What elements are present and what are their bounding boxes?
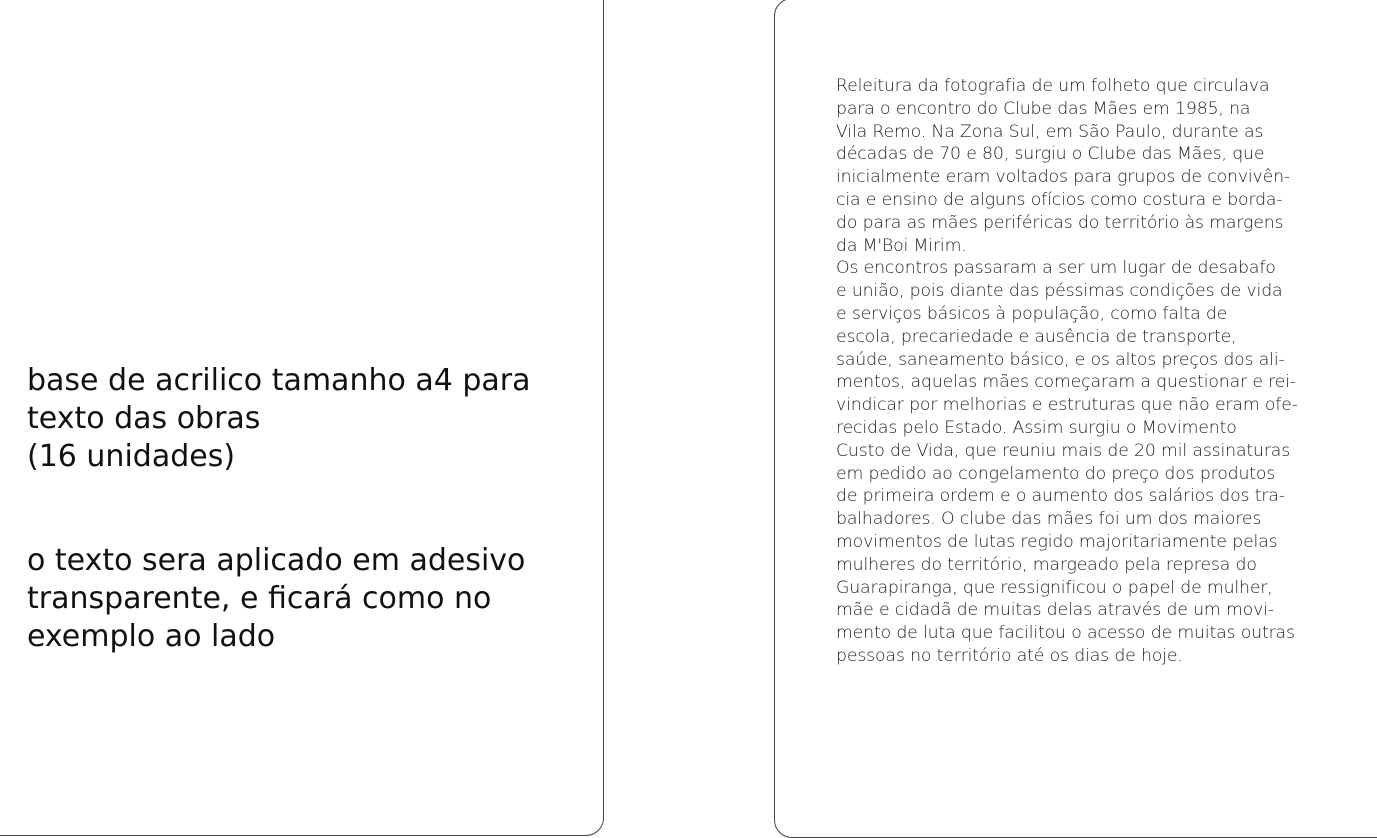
base-description-line: (16 unidades) [27,439,236,474]
adhesive-description [27,542,587,656]
body-text-line: para o encontro do Clube das Mães em 1985, na [836,98,1251,119]
body-text-line: vindicar por melhorias e estruturas que não eram ofe- [836,395,1298,416]
body-text-line: e união, pois diante das péssimas condições de vida [836,281,1283,302]
body-text-line: inicialmente eram voltados para grupos de convivên- [836,167,1290,188]
body-text-line: e serviços básicos à população, como falta de [836,303,1228,324]
body-text-line: do para as mães periféricas do território às margens [836,212,1284,233]
body-text-line: Os encontros passaram a ser um lugar de desabafo [836,258,1276,279]
base-description-line: base de acrilico tamanho a4 para [27,363,531,398]
body-text-line: cia e ensino de alguns ofícios como costura e borda- [836,189,1283,210]
body-text-line: Vila Remo. Na Zona Sul, em São Paulo, durante as [836,121,1264,142]
base-description-line: texto das obras [27,401,261,436]
adhesive-description-line: exemplo ao lado [27,619,276,654]
body-text-line: Guarapiranga, que ressignificou o papel de mulher, [836,577,1273,598]
body-text-line: Releitura da fotografia de um folheto que circulava [836,76,1270,96]
body-text-line: mãe e cidadã de muitas delas através de um movi- [836,600,1274,621]
body-text-line: recidas pelo Estado. Assim surgiu o Movimento [836,417,1237,438]
body-text-line: décadas de 70 e 80, surgiu o Clube das Mães, que [836,144,1265,165]
adhesive-description-line: transparente, e ficará como no [27,581,492,616]
body-text-line: pessoas no território até os dias de hoje. [836,645,1183,666]
body-text-line: movimentos de lutas regido majoritariamente pelas [836,531,1278,552]
body-text-line: balhadores. O clube das mães foi um dos maiores [836,509,1262,530]
body-text-line: da M'Boi Mirim. [836,235,967,256]
adhesive-description-line: o texto sera aplicado em adesivo [27,543,526,578]
body-text-line: mulheres do território, margeado pela represa do [836,554,1257,575]
body-text-line: em pedido ao congelamento do preço dos produtos [836,463,1276,484]
body-text-line: de primeira ordem e o aumento dos salários dos tra- [836,486,1285,507]
body-text-line: Custo de Vida, que reuniu mais de 20 mil assinaturas [836,440,1291,461]
body-text-line: mento de luta que facilitou o acesso de muitas outras [836,623,1295,644]
base-description [27,362,587,476]
body-text-line: escola, precariedade e ausência de transporte, [836,326,1237,347]
body-text-line: saúde, saneamento básico, e os altos preços dos ali- [836,349,1285,370]
artwork-body-text [836,75,1356,668]
body-text-line: mentos, aquelas mães começaram a questionar e rei- [836,372,1296,393]
